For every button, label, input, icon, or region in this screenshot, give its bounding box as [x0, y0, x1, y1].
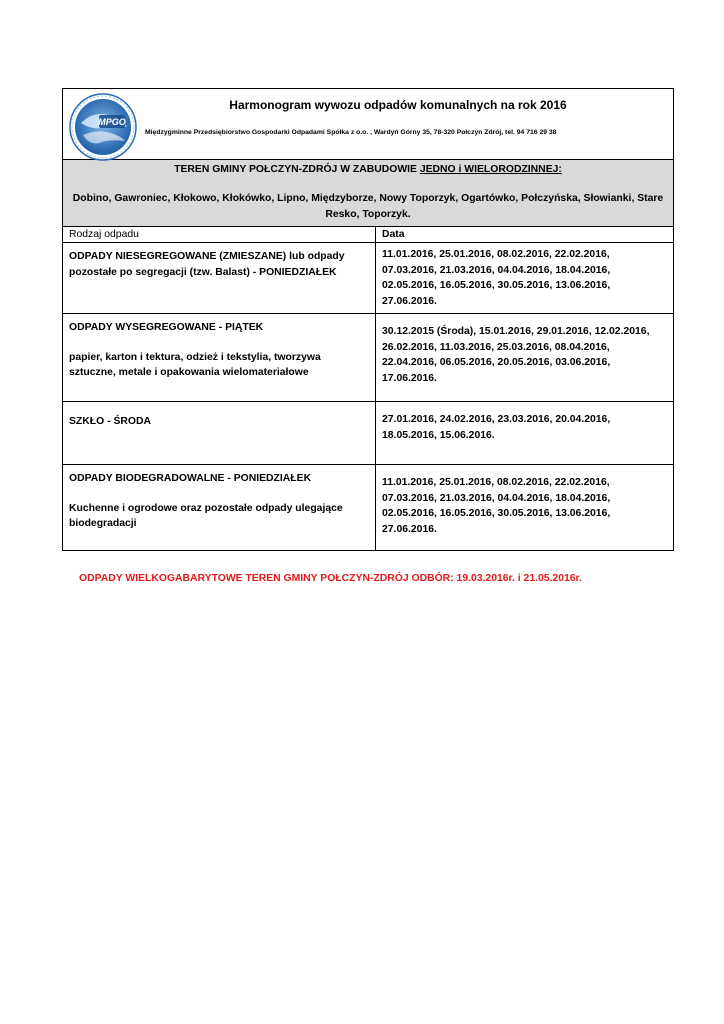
- waste-type: ODPADY BIODEGRADOWALNE - PONIEDZIAŁEK: [69, 473, 312, 484]
- waste-type-cell: [63, 465, 376, 551]
- header-cell: [63, 89, 674, 160]
- waste-type-cell: [63, 402, 376, 465]
- company-info: Międzygminne Przedsiębiorstwo Gospodarki Odpadami Spółka z o.o. , Wardyń Górny 35, 78-320 Połczyn Zdrój, tel. 94 716 29 38: [145, 129, 557, 136]
- waste-type-cell: [63, 314, 376, 402]
- table-row: [63, 243, 674, 314]
- waste-type: ODPADY NIESEGREGOWANE (ZMIESZANE) lub odpady pozostałe po segregacji (tzw. Balast) - PONIEDZIAŁEK: [69, 251, 345, 278]
- table-row: [63, 402, 674, 465]
- dates-cell: 11.01.2016, 25.01.2016, 08.02.2016, 22.02.2016, 07.03.2016, 21.03.2016, 04.04.2016, 18.04.2016, 02.05.2016, 16.05.2016, 30.05.2016, 13.06.2016, 27.06.2016.: [376, 243, 674, 314]
- page-title: Harmonogram wywozu odpadów komunalnych na rok 2016: [229, 98, 567, 112]
- area-heading-underlined: JEDNO i WIELORODZINNEJ:: [419, 164, 562, 175]
- waste-description: papier, karton i tektura, odzież i tekstylia, tworzywa sztuczne, metale i opakowania wielomateriałowe: [69, 351, 321, 378]
- schedule-sheet: [62, 88, 673, 551]
- table-row: [63, 465, 674, 551]
- waste-type: SZKŁO - ŚRODA: [69, 416, 151, 427]
- waste-description: Kuchenne i ogrodowe oraz pozostałe odpady ulegające biodegradacji: [69, 502, 343, 529]
- column-header-date: Data: [376, 227, 674, 243]
- waste-type-cell: [63, 243, 376, 314]
- schedule-table: [62, 88, 674, 551]
- area-heading-prefix: TEREN GMINY POŁCZYN-ZDRÓJ W ZABUDOWIE: [174, 164, 420, 175]
- column-header-type: Rodzaj odpadu: [63, 227, 376, 243]
- dates-cell: 30.12.2015 (Środa), 15.01.2016, 29.01.2016, 12.02.2016, 26.02.2016, 11.03.2016, 25.03.2016, 08.04.2016, 22.04.2016, 06.05.2016, 20.05.2016, 03.06.2016, 17.06.2016.: [376, 314, 674, 402]
- area-heading: [69, 164, 667, 175]
- logo-lettering: MPGO: [98, 117, 126, 127]
- area-cell: [63, 160, 674, 227]
- town-list: Dobino, Gawroniec, Kłokowo, Kłokówko, Lipno, Międzyborze, Nowy Toporzyk, Ogartówko, Połczyńska, Słowianki, Stare Resko, Toporzyk.: [72, 193, 664, 220]
- bulky-waste-note: ODPADY WIELKOGABARYTOWE TEREN GMINY POŁCZYN-ZDRÓJ ODBÓR: 19.03.2016r. i 21.05.2016r.: [79, 573, 582, 584]
- table-row: [63, 314, 674, 402]
- dates-cell: 27.01.2016, 24.02.2016, 23.03.2016, 20.04.2016, 18.05.2016, 15.06.2016.: [376, 402, 674, 465]
- waste-type: ODPADY WYSEGREGOWANE - PIĄTEK: [69, 322, 264, 333]
- dates-cell: 11.01.2016, 25.01.2016, 08.02.2016, 22.02.2016, 07.03.2016, 21.03.2016, 04.04.2016, 18.04.2016, 02.05.2016, 16.05.2016, 30.05.2016, 13.06.2016, 27.06.2016.: [376, 465, 674, 551]
